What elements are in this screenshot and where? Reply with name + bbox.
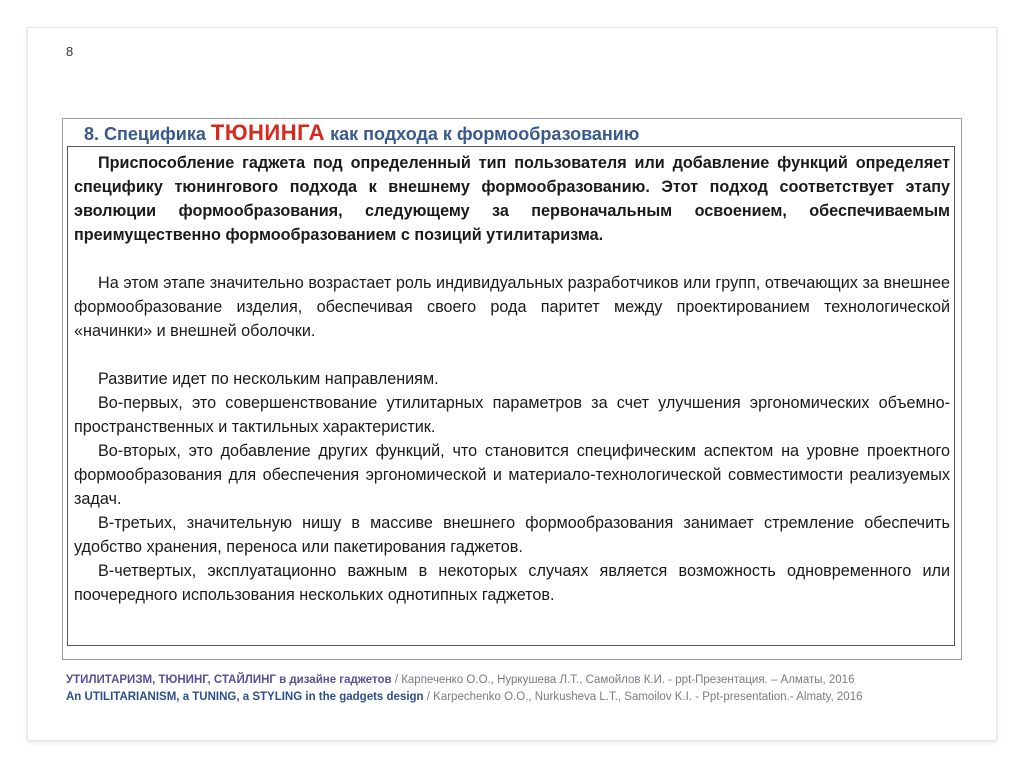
footer — [66, 672, 966, 706]
footer-line-ru — [66, 672, 966, 689]
paragraph-second: Во-вторых, это добавление других функций, что становится специфическим аспектом на уровне проектного формообразования для обеспечения эргономической и материало-технологической совместимости реализуемых задач. — [74, 442, 950, 508]
footer-ru-title: УТИЛИТАРИЗМ, ТЮНИНГ, СТАЙЛИНГ в дизайне гаджетов — [66, 674, 392, 686]
paragraph-first: Во-первых, это совершенствование утилитарных параметров за счет улучшения эргономических объемно-пространственных и тактильных характеристик. — [74, 394, 950, 436]
paragraph-stage: На этом этапе значительно возрастает роль индивидуальных разработчиков или групп, отвечающих за внешнее формообразование изделия, обеспечивая своего рода паритет между проектированием технологической «начинки» и внешней оболочки. — [74, 274, 950, 340]
page-number: 8 — [66, 44, 74, 59]
paragraph-intro: Приспособление гаджета под определенный тип пользователя или добавление функций определяет специфику тюнингового подхода к внешнему формообразованию. Этот подход соответствует этапу эволюции формообразования, следующему за первоначальным освоением, обеспечиваемым преимущественно формообразованием с позиций утилитаризма. — [74, 154, 950, 244]
footer-en-title: An UTILITARIANISM, a TUNING, a STYLING in the gadgets design — [66, 691, 424, 703]
footer-en-citation: / Karpechenko O.O., Nurkusheva L.T., Samoilov K.I. - Ppt-presentation.- Almaty, 2016 — [423, 691, 863, 703]
paragraph-directions: Развитие идет по нескольким направлениям. — [98, 370, 439, 388]
title-prefix: 8. Специфика — [84, 124, 211, 144]
title-accent: ТЮНИНГА — [210, 120, 326, 145]
footer-ru-citation: / Карпеченко О.О., Нуркушева Л.Т., Самойлов К.И. - ppt-Презентация. – Алматы, 2016 — [391, 674, 855, 686]
title-suffix: как подхода к формообразованию — [325, 124, 640, 144]
paragraph-third: В-третьих, значительную нишу в массиве внешнего формообразования занимает стремление обеспечить удобство хранения, переноса или пакетирования гаджетов. — [74, 514, 950, 556]
footer-line-en — [66, 689, 966, 706]
slide-title — [84, 120, 639, 146]
paragraph-fourth: В-четвертых, эксплуатационно важным в некоторых случаях является возможность одновременного или поочередного использования нескольких однотипных гаджетов. — [74, 562, 950, 604]
body-text — [74, 151, 950, 607]
